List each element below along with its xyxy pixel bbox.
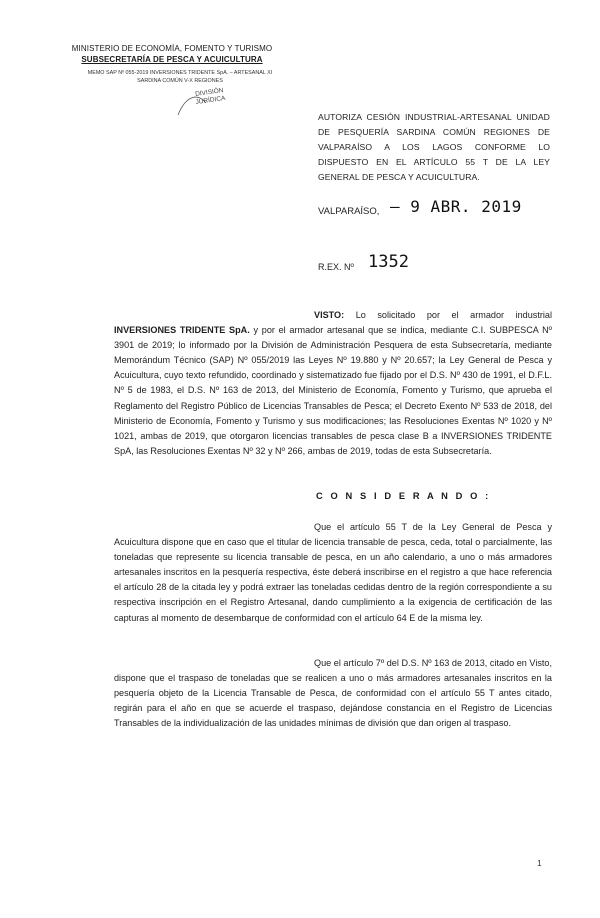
- division-juridica-stamp: [172, 89, 240, 119]
- ministry-name: MINISTERIO DE ECONOMÍA, FOMENTO Y TURISMO: [71, 44, 273, 53]
- considerando-paragraph-2: [114, 656, 552, 731]
- memo-reference: [62, 70, 298, 86]
- para2-text: Que el artículo 7º del D.S. Nº 163 de 2013, citado en Visto, dispone que el traspaso de toneladas que se realicen a uno o más armadores artesanales inscritos en la pesquería objeto de la Licencia Transable de Pesca, de conformidad con el artículo 55 T antes citado, regirán para el año en que se acuerde el traspaso, dejándose constancia en el Registro de Licencias Transables de la individualización de las unidades mínimas de división que dan origen al traspaso.: [114, 658, 552, 729]
- resolution-title: AUTORIZA CESIÓN INDUSTRIAL-ARTESANAL UNIDAD DE PESQUERÍA SARDINA COMÚN REGIONES DE VALPARAÍSO A LOS LAGOS CONFORME LO DISPUESTO EN EL ARTÍCULO 55 T DE LA LEY GENERAL DE PESCA Y ACUICULTURA.: [318, 112, 550, 182]
- rex-label: R.EX. Nº: [318, 262, 354, 272]
- resolution-date-stamp: – 9 ABR. 2019: [390, 197, 522, 216]
- para1-text: Que el artículo 55 T de la Ley General de Pesca y Acuicultura dispone que en caso que el titular de licencia transable de pesca, ceda, total o parcialmente, las toneladas que represente su licencia transable de pesca, en un año calendario, a uno o más armadores artesanales inscritos en la pesquería respectiva, éste deberá inscribirse en el registro a que hace referencia el artículo 28 de la citada ley y podrá extraer las toneladas cedidas dentro de la región correspondiente a su respectiva inscripción en el Registro Artesanal, dando cumplimiento a la exigencia de certificación de las capturas al momento de desembarque de conformidad con el artículo 64 E de la misma ley.: [114, 522, 552, 623]
- page-number: 1: [537, 858, 542, 868]
- visto-paragraph: [114, 308, 552, 459]
- stamp-line-1: DIVISIÓN: [194, 87, 224, 98]
- memo-line-2: SARDINA COMÚN V-X REGIONES: [137, 77, 223, 84]
- visto-text-2: y por el armador artesanal que se indica, mediante C.I. SUBPESCA Nº 3901 de 2019; lo informado por la División de Administración Pesquera de esta Subsecretaría, mediante Memorándum Técnico (SAP) Nº 055/2019 las Leyes Nº 19.880 y Nº 20.657; la Ley General de Pesca y Acuicultura, cuyo texto refundido, coordinado y sistematizado fue fijado por el D.S. Nº 430 de 1991, el D.F.L. Nº 5 de 1983, el D.S. Nº 163 de 2013, del Ministerio de Economía, Fomento y Turismo, que aprueba el Reglamento del Registro Público de Licencias Transables de Pesca; el Decreto Exento Nº 533 de 2018, del Ministerio de Economía, Fomento y Turismo y sus modificaciones; las Resoluciones Exentas Nº 1020 y Nº 1021, ambas de 2019, que otorgaron licencias transables de pesca clase B a INVERSIONES TRIDENTE SpA, las Resoluciones Exentas Nº 32 y Nº 266, ambas de 2019, todas de esta Subsecretaría.: [114, 325, 552, 456]
- subsecretaria-name: SUBSECRETARÍA DE PESCA Y ACUICULTURA: [81, 55, 263, 64]
- stamp-line-2: JURÍDICA: [195, 94, 226, 107]
- visto-text-1: Lo solicitado por el armador industrial: [344, 310, 552, 320]
- memo-line-1: MEMO SAP Nº 055-2019 INVERSIONES TRIDENTE SpA. – ARTESANAL XI: [87, 70, 273, 76]
- considerando-paragraph-1: [114, 520, 552, 626]
- rex-number-stamp: 1352: [368, 252, 409, 272]
- place-label: VALPARAÍSO,: [318, 206, 380, 217]
- visto-label: VISTO:: [314, 310, 345, 320]
- visto-company: INVERSIONES TRIDENTE SpA.: [114, 325, 250, 336]
- considerando-heading: C O N S I D E R A N D O :: [316, 491, 491, 501]
